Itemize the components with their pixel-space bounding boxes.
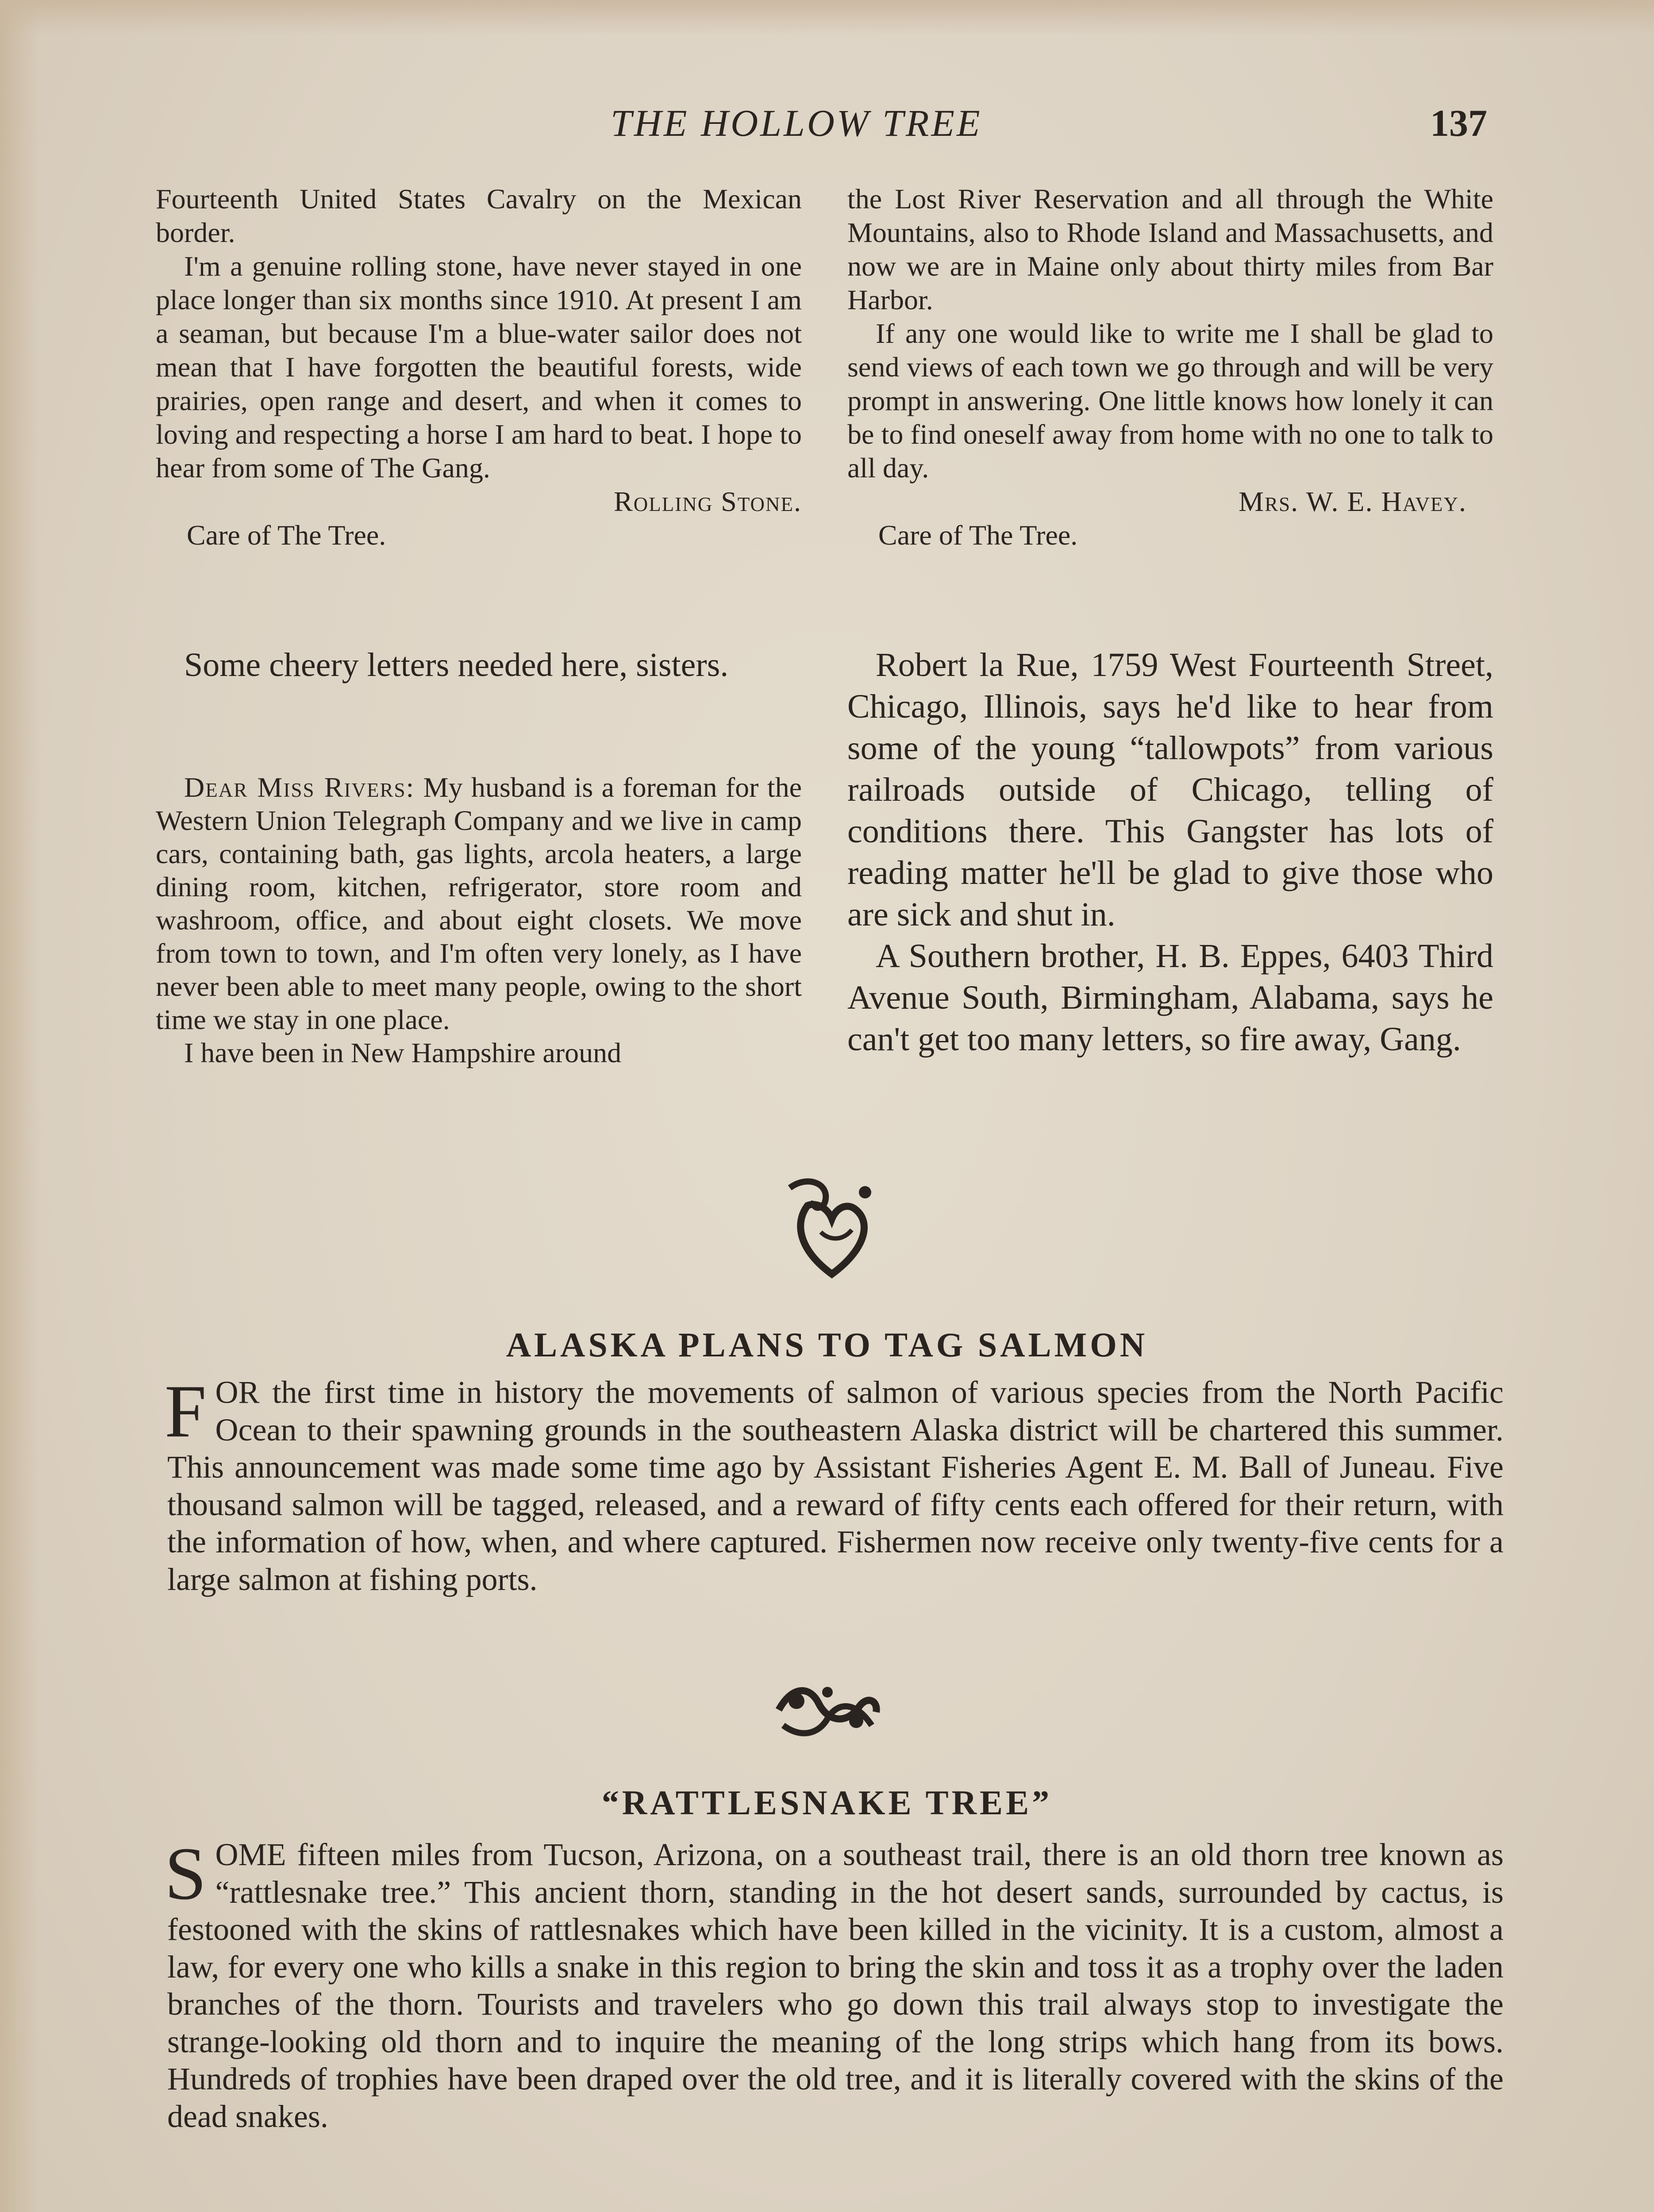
- notice-paragraph: Robert la Rue, 1759 West Fourteenth Street, Chicago, Illinois, says he'd like to hear from some of the young “tallowpots” from various railroads outside of Chicago, telling of conditions there. This Gangster has lots of reading matter he'll be glad to give those who are sick and shut in.: [847, 646, 1493, 933]
- letter-signature: Mrs. W. E. Havey.: [1239, 486, 1467, 517]
- article-rattlesnake: [165, 1832, 1504, 2135]
- running-header: [0, 101, 1654, 150]
- letter-salutation: Dear Miss Rivers:: [184, 772, 415, 803]
- letter-paragraph: I'm a genuine rolling stone, have never stayed in one place longer than six months since 1910. At present I am a seaman, but because I'm a blue-water sailor does not mean that I have forgotten the beautiful forests, wide prairies, open range and desert, and when it comes to loving and respecting a horse I am hard to beat. I hope to hear from some of The Gang.: [156, 250, 802, 484]
- letter-signature: Rolling Stone.: [614, 486, 802, 517]
- letter-paragraph: If any one would like to write me I shall be glad to send views of each town we go through and will be very prompt in answering. One little knows how lonely it can be to find oneself away from home with no one to talk to all day.: [847, 318, 1493, 484]
- article-heading-rattlesnake: “RATTLESNAKE TREE”: [601, 1783, 1053, 1822]
- notice-paragraph: A Southern brother, H. B. Eppes, 6403 Third Avenue South, Birmingham, Alabama, says he can't get too many letters, so fire away, Gang.: [847, 937, 1493, 1058]
- letter-paragraph: I have been in New Hampshire around: [184, 1037, 622, 1068]
- letter-paragraph: the Lost River Reservation and all through the White Mountains, also to Rhode Island and Massachusetts, and now we are in Maine only about thirty miles from Bar Harbor.: [847, 183, 1493, 315]
- letter-havey: [156, 771, 802, 1069]
- vine-scroll-ornament: [770, 1677, 885, 1743]
- page-number: 137: [1430, 102, 1487, 144]
- editor-note-text: Some cheery letters needed here, sisters.: [184, 646, 729, 684]
- letter-havey-continued: [847, 182, 1493, 552]
- page-shadow-top: [0, 0, 1654, 35]
- letter-address: Care of The Tree.: [187, 519, 386, 551]
- letter-rolling-stone: [156, 182, 802, 552]
- page-shadow-left: [0, 0, 40, 2212]
- letter-paragraph: My husband is a foreman for the Western Union Telegraph Company and we live in camp cars, containing bath, gas lights, arcola heaters, a large dining room, kitchen, refrigerator, store room and washroom, office, and about eight closets. We move from town to town, and I'm often very lonely, as I have never been able to meet many people, owing to the short time we stay in one place.: [156, 772, 802, 1035]
- letter-paragraph: Fourteenth United States Cavalry on the Mexican border.: [156, 183, 802, 248]
- article-heading-alaska: ALASKA PLANS TO TAG SALMON: [506, 1325, 1148, 1364]
- gang-notices: [847, 644, 1493, 1060]
- article-body: OME fifteen miles from Tucson, Arizona, on a southeast trail, there is an old thorn tree known as “rattlesnake tree.” This ancient thorn, standing in the hot desert sands, surrounded by cactus, is festooned with the skins of rattlesnakes which have been killed in the vicinity. It is a custom, almost a law, for every one who kills a snake in this region to bring the skin and toss it as a trophy over the laden branches of the thorn. Tourists and travelers who go down this trail always stop to investigate the strange-looking old thorn and to inquire the meaning of the long strips which hang from its bows. Hundreds of trophies have been draped over the old tree, and it is literally covered with the skins of the dead snakes.: [167, 1837, 1504, 2134]
- running-title: THE HOLLOW TREE: [611, 102, 982, 144]
- heart-scroll-ornament: [781, 1175, 883, 1281]
- editor-note: [156, 644, 802, 686]
- drop-cap: F: [165, 1370, 207, 1453]
- letter-address: Care of The Tree.: [878, 519, 1078, 551]
- article-body: OR the first time in history the movements of salmon of various species from the North Pacific Ocean to their spawning grounds in the southeastern Alaska district will be chartered this summer. This announcement was made some time ago by Assistant Fisheries Agent E. M. Ball of Juneau. Five thousand salmon will be tagged, released, and a reward of fifty cents each offered for their return, with the information of how, when, and where captured. Fishermen now receive only twenty-five cents for a large salmon at fishing ports.: [167, 1375, 1504, 1597]
- article-alaska: [165, 1370, 1504, 1598]
- drop-cap: S: [165, 1832, 207, 1915]
